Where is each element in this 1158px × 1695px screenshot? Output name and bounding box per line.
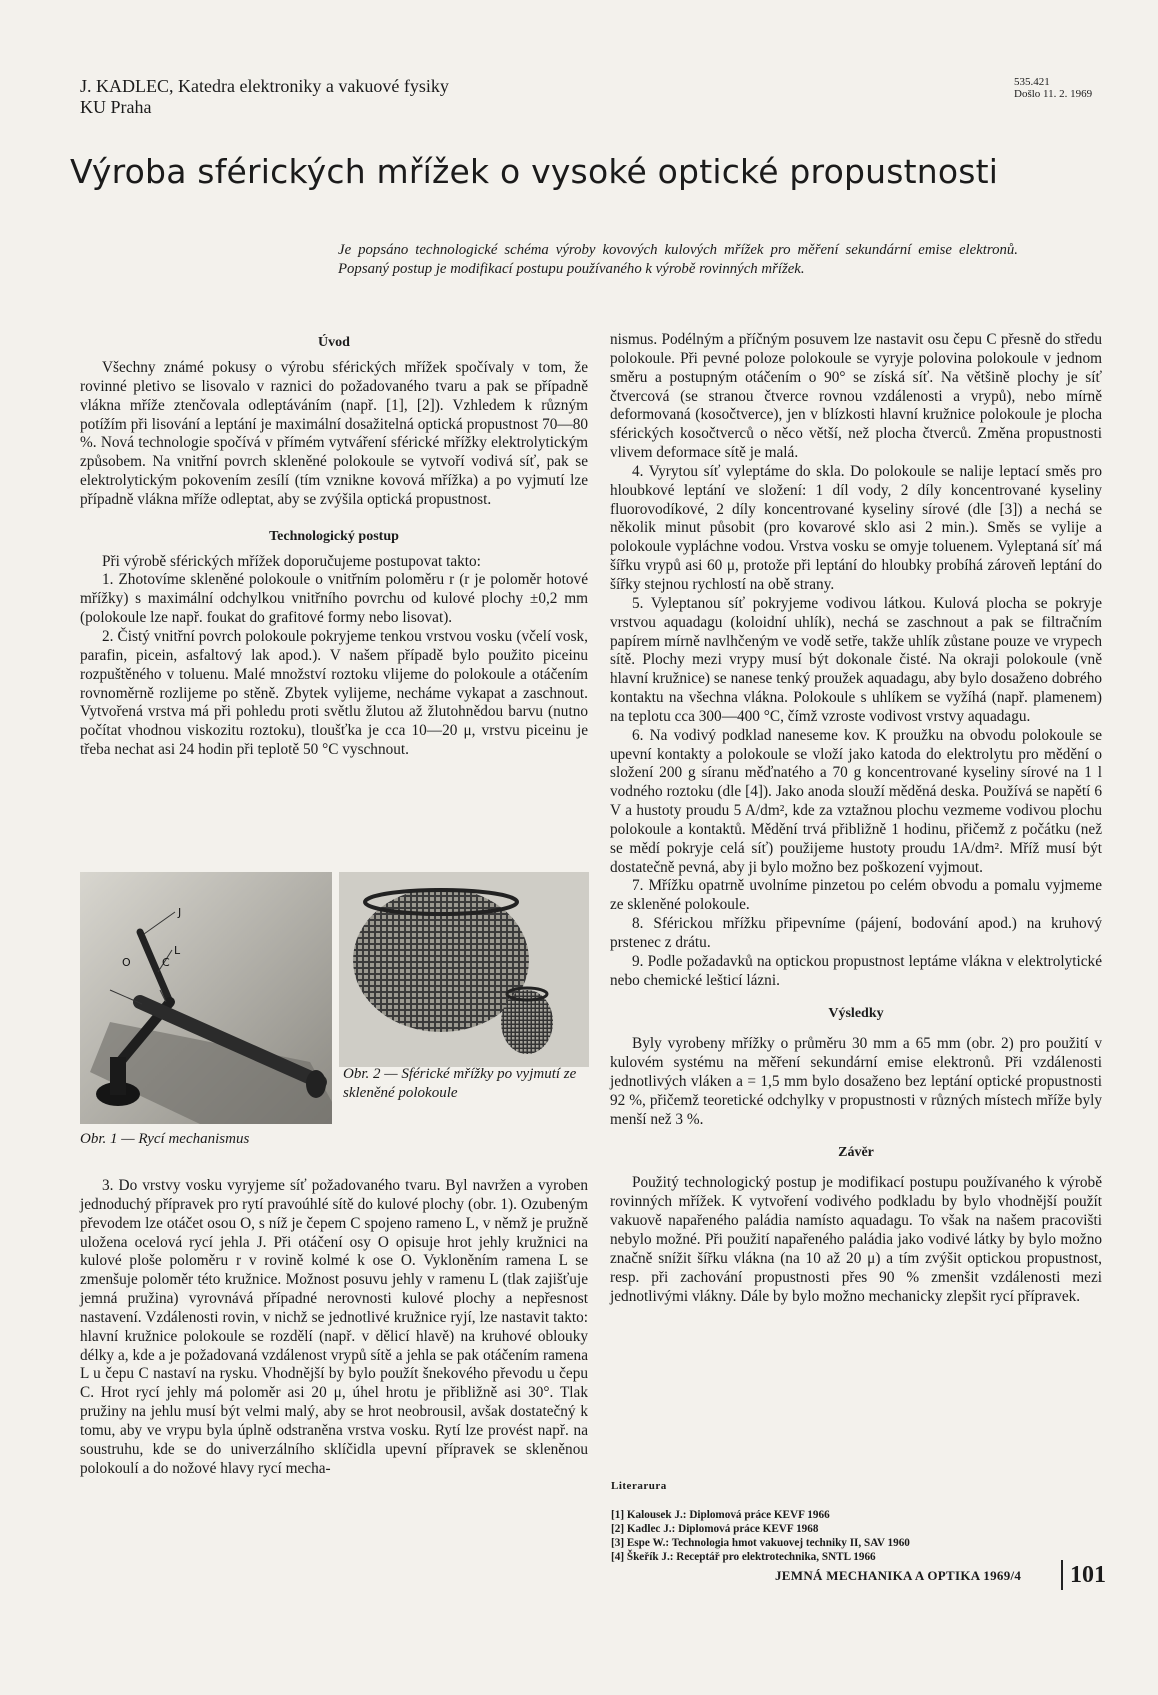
step-3: 3. Do vrstvy vosku vyryjeme síť požadovaného tvaru. Byl navržen a vyroben jednoduchý přípravek pro rytí pravoúhlé sítě do kulové plochy (obr. 1). Ozubeným převodem lze otáčet osou O, s níž je čepem C spojeno rameno L, v němž je pružně uložena ocelová rycí jehla J. Při otáčení osy O opisuje hrot jehly kružnici na kulové ploše poloměru r v rovině kolmé k ose O. Vykloněním ramena L se zmenšuje poloměr této kružnice. Možnost posuvu jehly v ramenu L (tlak zajišťuje jemná pružina) vyrovnává případné nerovnosti kulové plochy a nepřesnost nastavení. Vzdálenosti rovin, v nichž se jednotlivé kružnice ryjí, lze nastavit takto: hlavní kružnice polokoule se rozdělí (např. v dělicí hlavě) na kruhové oblouky délky a, kde a je požadovaná vzdálenost vrypů sítě a jehla se pak otáčením ramena L u čepu C nastaví na rysku. Vhodnější by bylo použít šnekového převodu u čepu C. Hrot rycí jehly má poloměr asi 20 μ, úhel hrotu je přibližně asi 30°. Tlak pružiny na jehlu musí být velmi malý, aby se hrot neobrousil, avšak dostatečný k tomu, aby ve vrypu byla úplně odstraněna vrstva vosku. Rytí lze provést např. na soustruhu, kde se do univerzálního sklíčidla upevní přípravek se skleněnou polokoulí a do nožové hlavy rycí mecha- (80, 1177, 588, 1477)
right-column (610, 331, 1102, 1306)
literature-item: [2] Kadlec J.: Diplomová práce KEVF 1968 (611, 1523, 819, 1535)
step-8: 8. Sférickou mřížku připevníme (pájení, bodování apod.) na kruhový prstenec z drátu. (610, 915, 1102, 951)
author-block (80, 76, 449, 118)
label-o: O (122, 956, 131, 969)
section-heading-uvod: Úvod (318, 335, 350, 350)
literature-list (611, 1508, 1101, 1564)
left-column-top (80, 359, 588, 760)
section-heading-zaver: Závěr (838, 1144, 874, 1160)
figure-1-caption: Obr. 1 — Rycí mechanismus (80, 1131, 250, 1147)
literature-item: [3] Espe W.: Technologia hmot vakuovej techniky II, SAV 1960 (611, 1537, 910, 1549)
journal-footer: JEMNÁ MECHANIKA A OPTIKA 1969/4 (775, 1568, 1022, 1583)
section-heading-vysledky: Výsledky (828, 1005, 884, 1021)
zaver-paragraph: Použitý technologický postup je modifikací postupu používaného k výrobě rovinných mřížek. K vytvoření vodivého podkladu by bylo vhodnější použít vakuově napařeného paládia namísto aquadagu. To však na našem pracovišti nebylo možné. Při použití napařeného paládia jako vodivé látky by bylo možno značně snížit šířku vlákna (na 10 až 20 μ) a tím zvýšit optickou propustnost, resp. při zachování propustnosti přes 90 % zmenšit vzdálenosti mezi jednotlivými vlákny. Dále by bylo možno mechanicky zlepšit rycí přípravek. (610, 1174, 1102, 1305)
abstract: Je popsáno technologické schéma výroby kovových kulových mřížek pro měření sekundární emise elektronů. Popsaný postup je modifikací postupu používaného k výrobě rovinných mřížek. (338, 242, 1018, 277)
step-3-continued: nismus. Podélným a příčným posuvem lze nastavit osu čepu C přesně do středu polokoule. Při pevné poloze polokoule se vyryje polovina polokoule v jednom směru a postupným otáčením o 90° se získá síť. Na většině plochy je síť čtvercová (se stranou čtverce rovnou vzdálenosti a vrypů), nebo mírně deformovaná (kosočtverce), jen v blízkosti hlavní kružnice polokoule je plocha sférických kosočtverců o něco větší, než plocha čtverců. Změna propustnosti vlivem deformace sítě je malá. (610, 331, 1102, 462)
label-c: C (162, 956, 170, 969)
udc-code: 535.421 (1014, 76, 1050, 88)
left-column-bottom (80, 1177, 588, 1479)
uvod-paragraph: Všechny známé pokusy o výrobu sférických mřížek spočívaly v tom, že rovinné pletivo se lisovalo v raznici do požadovaného tvaru a pak se případně vlákna mříže ztenčovala odleptáváním (např. [1], [2]). Vzhledem k různým potížím při lisování a leptání je maximální dosažitelná optická propustnost 70—80 %. Nová technologie spočívá v přímém vytváření sférické mřížky elektrolytickým způsobem. Na vnitřní povrch skleněné polokoule se vytvoří vodivá síť, pak se elektrolytickým pokovením zesílí (tím vznikne kovová mřížka) a po vyjmutí lze případně vlákna mříže odleptat, aby se zvýšila optická propustnost. (80, 359, 588, 508)
label-j: J (178, 906, 182, 919)
footer-divider (1061, 1560, 1063, 1590)
step-4: 4. Vyrytou síť vyleptáme do skla. Do polokoule se nalije leptací směs pro hloubkové leptání ve složení: 1 díl vody, 2 díly koncentrované kyseliny fluorovodíkové, 2 díly koncentrované kyseliny sírové (dle [3]) a nechá se několik minut působit (pro kovarové sklo asi 2 min.). Směs se vylije a polokoule vypláchne vodou. Vrstva vosku se omyje toluenem. Vyleptaná síť má šířku vrypů asi 60 μ, protože při leptání do hloubky probíhá zároveň leptání do šířky stejnou rychlostí na obě strany. (610, 462, 1102, 593)
literature-heading: Literarura (611, 1480, 667, 1492)
step-5: 5. Vyleptanou síť pokryjeme vodivou látkou. Kulová plocha se pokryje vrstvou aquadagu (koloidní uhlík), nechá se zaschnout a pak se filtračním papírem mírně navlhčeným ve vodě setře, takže uhlík zůstane pouze ve vrypech sítě. Plochy mezi vrypy musí být dokonale čisté. Na okraji polokoule (vně hlavní kružnice) se nanese tenký proužek aquadagu, aby bylo dosaženo dobrého kontaktu na všechna vlákna. Polokoule s uhlíkem se vyžíhá (např. plamenem) na teplotu cca 300—400 °C, čímž vzroste vodivost vrstvy aquadagu. (610, 594, 1102, 725)
step-7: 7. Mřížku opatrně uvolníme pinzetou po celém obvodu a pomalu vyjmeme ze skleněné polokoule. (610, 877, 1102, 914)
figure-1-image (80, 872, 332, 1124)
label-l: L (174, 944, 181, 957)
tech-intro: Při výrobě sférických mřížek doporučujeme postupovat takto: (102, 552, 481, 570)
step-2: 2. Čistý vnitřní povrch polokoule pokryjeme tenkou vrstvou vosku (včelí vosk, parafin, picein, asfaltový lak apod.). V našem případě bylo použito piceinu rozpuštěného v toluenu. Malé množství roztoku vlijeme do polokoule a otáčením rovnoměrně rozlijeme po stěně. Zbytek vylijeme, necháme vykapat a zaschnout. Vytvořená vrstva má při pohledu proti světlu žlutou až žlutohnědou barvu (nutno počítat vhodnou viskozitu roztoku), tloušťka je cca 10—20 μ, vrstvu piceinu je třeba nechat asi 24 hodin při teplotě 50 °C vyschnout. (80, 627, 588, 759)
literature-item: [4] Škeřík J.: Receptář pro elektrotechnika, SNTL 1966 (611, 1551, 876, 1563)
article-title: Výroba sférických mřížek o vysoké optické propustnosti (70, 152, 999, 191)
literature-item: [1] Kalousek J.: Diplomová práce KEVF 1966 (611, 1509, 830, 1521)
figure-2-image (339, 872, 589, 1067)
step-9: 9. Podle požadavků na optickou propustnost leptáme vlákna v elektrolytické nebo chemické lešticí lázni. (610, 952, 1102, 989)
figure-2-caption: Obr. 2 — Sférické mřížky po vyjmutí ze skleněné polokoule (343, 1066, 577, 1101)
step-1: 1. Zhotovíme skleněné polokoule o vnitřním poloměru r (r je poloměr hotové mřížky) s maximální odchylkou vnitřního povrchu od kulové plochy ±0,2 mm (polokoule lze např. foukat do grafitové formy nebo lisovat). (80, 571, 588, 627)
received-date: Došlo 11. 2. 1969 (1014, 88, 1093, 100)
article-meta (1014, 76, 1092, 100)
page-number: 101 (1070, 1562, 1106, 1588)
author-affiliation: J. KADLEC, Katedra elektroniky a vakuové fysiky (80, 76, 449, 96)
vysledky-paragraph: Byly vyrobeny mřížky o průměru 30 mm a 65 mm (obr. 2) pro použití v kulovém systému na měření sekundární emise elektronů. Při vzdálenosti jednotlivých vláken a = 1,5 mm bylo dosaženo bez leptání optické propustnosti 92 %, přičemž teoretické odchylky v propustnosti v různých místech mříže byly menší než 3 %. (610, 1035, 1102, 1128)
author-institution: KU Praha (80, 97, 152, 117)
step-6: 6. Na vodivý podklad naneseme kov. K proužku na obvodu polokoule se upevní kontakty a polokoule se vloží jako katoda do elektrolytu pro mědění o složení 200 g síranu měďnatého a 70 g koncentrované kyseliny sírové na 1 l vodného roztoku (dle [4]). Jako anoda slouží měděná deska. Používá se napětí 6 V a hustoty proudu 5 A/dm², kde za vztažnou plochu vezmeme vodivou plochu polokoule a kontaktů. Mědění trvá přibližně 1 hodinu, přičemž z počátku (než se mědí pokryje celá síť) použijeme hustoty proudu 1A/dm². Mříž musí být dostatečně pevná, aby ji bylo možno bez poškození vyjmout. (610, 726, 1102, 876)
section-heading-tech: Technologický postup (269, 528, 399, 544)
